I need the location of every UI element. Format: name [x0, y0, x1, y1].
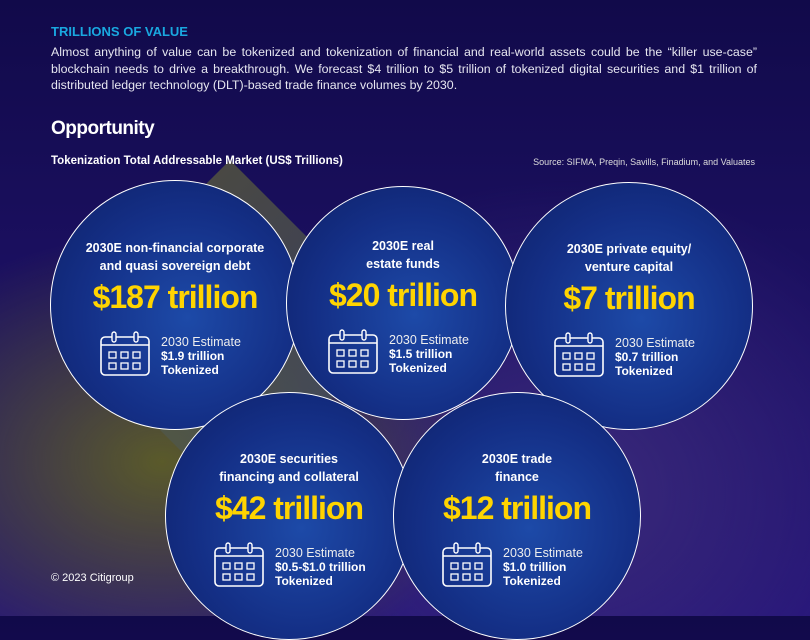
calendar-icon [99, 331, 151, 381]
calendar-icon [553, 332, 605, 382]
estimate-block [213, 542, 366, 592]
copyright: © 2023 Citigroup [51, 572, 134, 584]
circle-title: 2030E securities financing and collateral [219, 452, 359, 484]
estimate-block [327, 329, 469, 379]
market-circle [505, 182, 753, 430]
estimate-block [441, 542, 583, 592]
circle-title: 2030E real estate funds [366, 239, 440, 271]
tokenized-value: $1.0 trillion [503, 560, 567, 574]
tokenized-label: Tokenized [503, 574, 561, 588]
tokenized-value: $0.7 trillion [615, 350, 679, 364]
intro-paragraph: Almost anything of value can be tokenized and tokenization of financial and real-world assets could be the “killer use-case” blockchain needs to drive a breakthrough. We forecast $4 trillion to $5 trillion of tokenized digital securities and $1 trillion of distributed ledger technology (DLT)-based trade finance volumes by 2030. [51, 45, 757, 92]
tokenized-label: Tokenized [275, 574, 333, 588]
tokenized-label: Tokenized [161, 363, 219, 377]
market-value: $187 trillion [92, 279, 258, 315]
market-circle [286, 186, 520, 420]
estimate-block [553, 332, 695, 382]
estimate-label: 2030 Estimate [389, 333, 469, 347]
market-circle [165, 392, 413, 640]
chart-subtitle: Tokenization Total Addressable Market (US$ Trillions) [51, 155, 343, 167]
circle-title: 2030E trade finance [481, 452, 553, 484]
tokenized-value: $1.5 trillion [389, 347, 453, 361]
opportunity-title: Opportunity [51, 118, 155, 139]
market-value: $7 trillion [563, 280, 695, 316]
tokenized-label: Tokenized [615, 364, 673, 378]
market-circle [393, 392, 641, 640]
section-heading: TRILLIONS OF VALUE [51, 24, 188, 39]
estimate-label: 2030 Estimate [161, 335, 241, 349]
calendar-icon [441, 542, 493, 592]
estimate-block [99, 331, 241, 381]
tokenized-label: Tokenized [389, 361, 447, 375]
circle-title: 2030E non-financial corporate and quasi sovereign debt [85, 241, 265, 273]
tokenized-value: $0.5-$1.0 trillion [275, 560, 366, 574]
estimate-label: 2030 Estimate [615, 336, 695, 350]
tokenized-value: $1.9 trillion [161, 349, 225, 363]
estimate-label: 2030 Estimate [503, 546, 583, 560]
estimate-label: 2030 Estimate [275, 546, 355, 560]
circle-title: 2030E private equity/ venture capital [566, 242, 692, 274]
market-value: $42 trillion [214, 490, 364, 526]
source-note: Source: SIFMA, Preqin, Savills, Finadium, and Valuates [533, 157, 755, 167]
market-value: $12 trillion [442, 490, 592, 526]
market-value: $20 trillion [328, 277, 478, 313]
calendar-icon [327, 329, 379, 379]
calendar-icon [213, 542, 265, 592]
market-circle [50, 180, 300, 430]
